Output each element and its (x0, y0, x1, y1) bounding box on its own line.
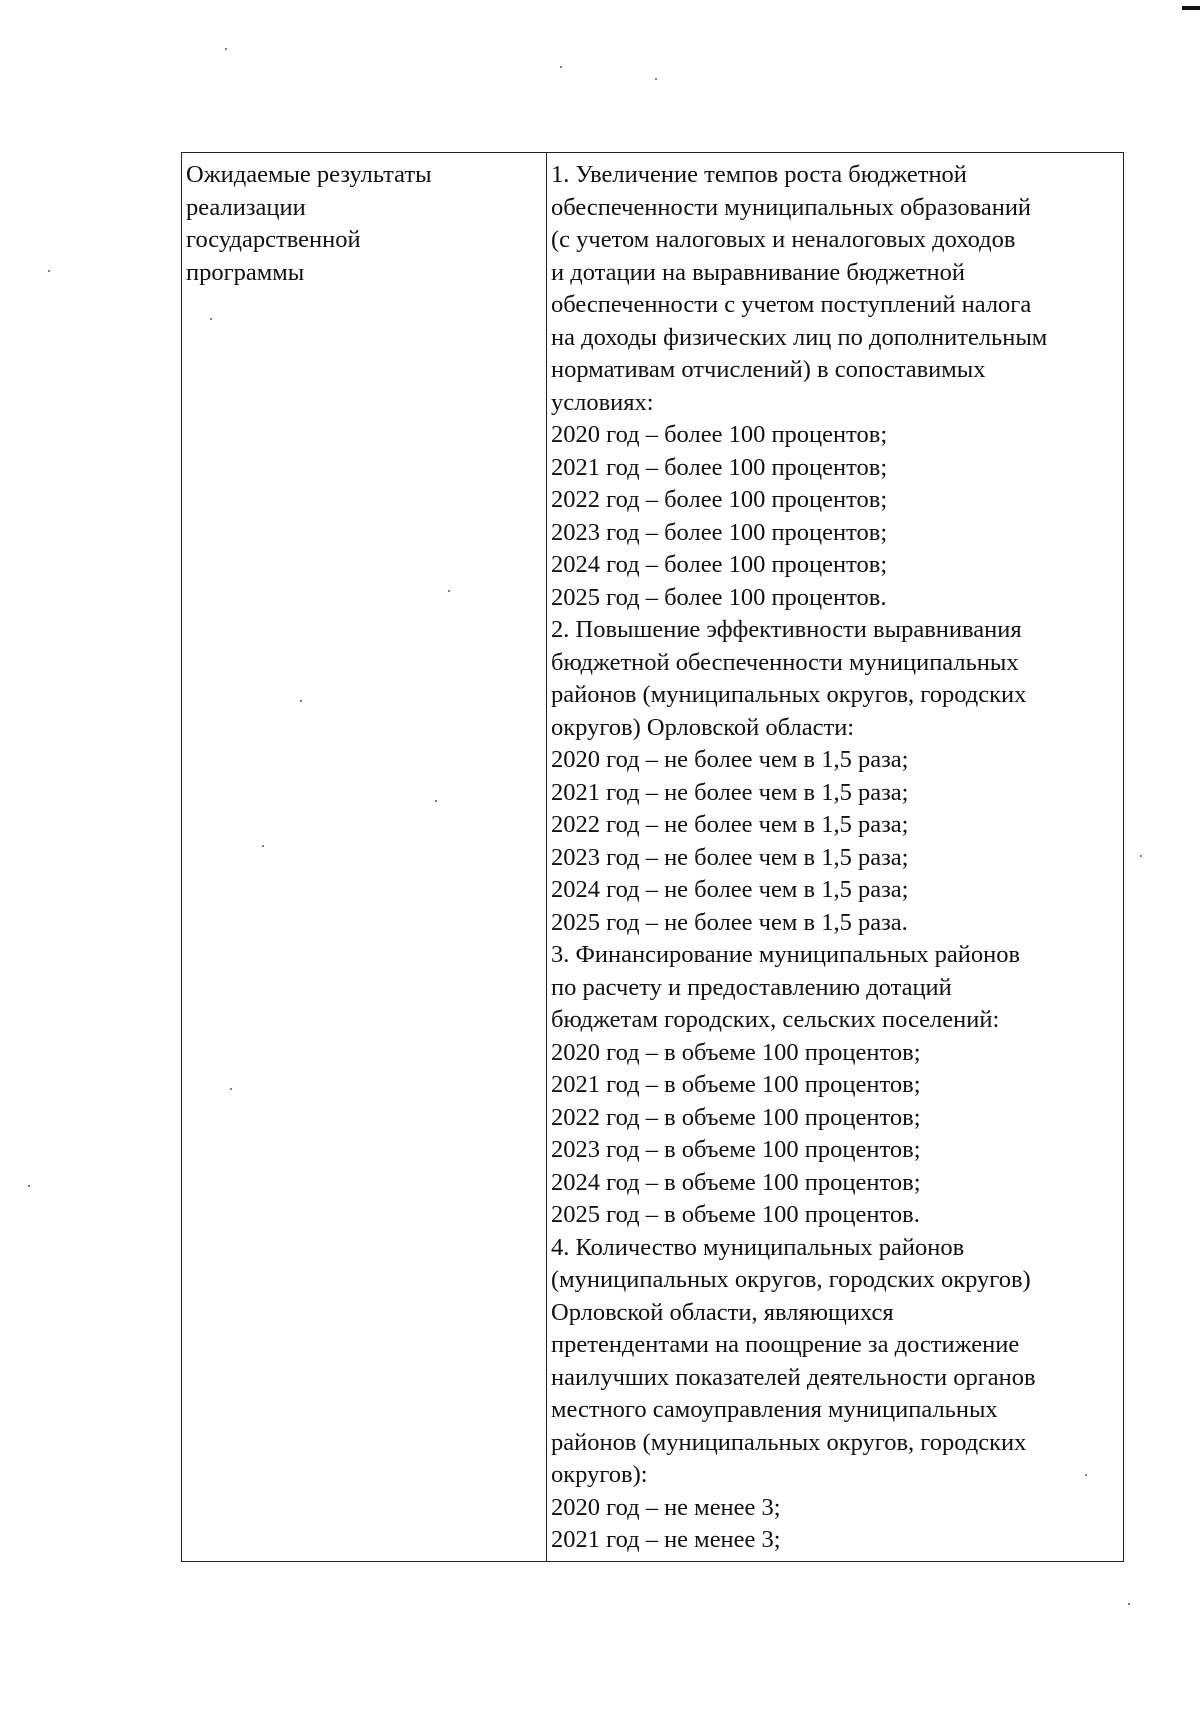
scan-speck (28, 1185, 30, 1187)
content-line: районов (муниципальных округов, городских (551, 1428, 1027, 1456)
content-line: наилучших показателей деятельности органов (551, 1363, 1036, 1391)
content-line: 2025 год – в объеме 100 процентов. (551, 1201, 920, 1228)
label-line: программы (186, 258, 305, 286)
content-line: 2022 год – более 100 процентов; (551, 486, 888, 513)
scan-edge-mark (1182, 6, 1200, 10)
content-line: 2021 год – в объеме 100 процентов; (551, 1071, 921, 1098)
content-line: 2020 год – более 100 процентов; (551, 421, 888, 448)
content-line: 2021 год – не менее 3; (551, 1526, 781, 1553)
content-line: и дотации на выравнивание бюджетной (551, 258, 966, 286)
content-line: 2022 год – не более чем в 1,5 раза; (551, 811, 909, 838)
content-line: 2021 год – более 100 процентов; (551, 453, 888, 481)
content-line: 2024 год – не более чем в 1,5 раза; (551, 876, 909, 903)
content-line: 2023 год – в объеме 100 процентов; (551, 1136, 921, 1163)
content-line: 2024 год – в объеме 100 процентов; (551, 1168, 921, 1196)
content-line: районов (муниципальных округов, городских (551, 681, 1027, 708)
content-line: 2022 год – в объеме 100 процентов; (551, 1103, 921, 1131)
table-row (182, 153, 1124, 1562)
row-content-text (551, 159, 1117, 1557)
scan-speck (48, 270, 50, 272)
content-line: обеспеченности с учетом поступлений налога (551, 291, 1032, 318)
program-passport-table (181, 152, 1124, 1562)
row-label-cell (182, 153, 547, 1562)
content-line: 2025 год – более 100 процентов. (551, 583, 887, 611)
content-line: 3. Финансирование муниципальных районов (551, 941, 1021, 968)
scan-speck (1140, 855, 1142, 857)
content-line: местного самоуправления муниципальных (551, 1396, 998, 1423)
content-line: 2. Повышение эффективности выравнивания (551, 616, 1022, 643)
content-line: (муниципальных округов, городских округов) (551, 1266, 1031, 1293)
content-line: 2020 год – не менее 3; (551, 1493, 781, 1521)
content-line: нормативам отчислений) в сопоставимых (551, 356, 986, 383)
row-label-text (186, 159, 540, 289)
content-line: округов): (551, 1461, 648, 1488)
content-line: 4. Количество муниципальных районов (551, 1233, 965, 1261)
content-line: 2023 год – более 100 процентов; (551, 518, 888, 546)
content-line: бюджетам городских, сельских поселений: (551, 1006, 1000, 1033)
scan-speck (560, 66, 562, 68)
label-line: Ожидаемые результаты (186, 161, 432, 188)
content-line: 2021 год – не более чем в 1,5 раза; (551, 778, 909, 806)
content-line: 2023 год – не более чем в 1,5 раза; (551, 843, 909, 871)
scan-speck (225, 48, 227, 50)
content-line: 2024 год – более 100 процентов; (551, 551, 888, 578)
content-line: 2020 год – в объеме 100 процентов; (551, 1038, 921, 1066)
row-content-cell (547, 153, 1124, 1562)
content-line: 1. Увеличение темпов роста бюджетной (551, 161, 967, 188)
content-line: 2025 год – не более чем в 1,5 раза. (551, 908, 908, 936)
scan-speck (1128, 1603, 1130, 1605)
content-line: округов) Орловской области: (551, 713, 855, 741)
content-line: бюджетной обеспеченности муниципальных (551, 648, 1019, 676)
content-line: 2020 год – не более чем в 1,5 раза; (551, 746, 909, 773)
label-line: государственной (186, 226, 361, 253)
scan-speck (655, 78, 657, 80)
content-line: обеспеченности муниципальных образований (551, 193, 1032, 221)
label-line: реализации (186, 193, 306, 221)
content-line: на доходы физических лиц по дополнительным (551, 323, 1048, 351)
content-line: Орловской области, являющихся (551, 1298, 894, 1326)
content-line: (с учетом налоговых и неналоговых доходов (551, 226, 1016, 253)
content-line: по расчету и предоставлению дотаций (551, 973, 952, 1001)
content-line: условиях: (551, 388, 654, 416)
content-line: претендентами на поощрение за достижение (551, 1331, 1020, 1358)
